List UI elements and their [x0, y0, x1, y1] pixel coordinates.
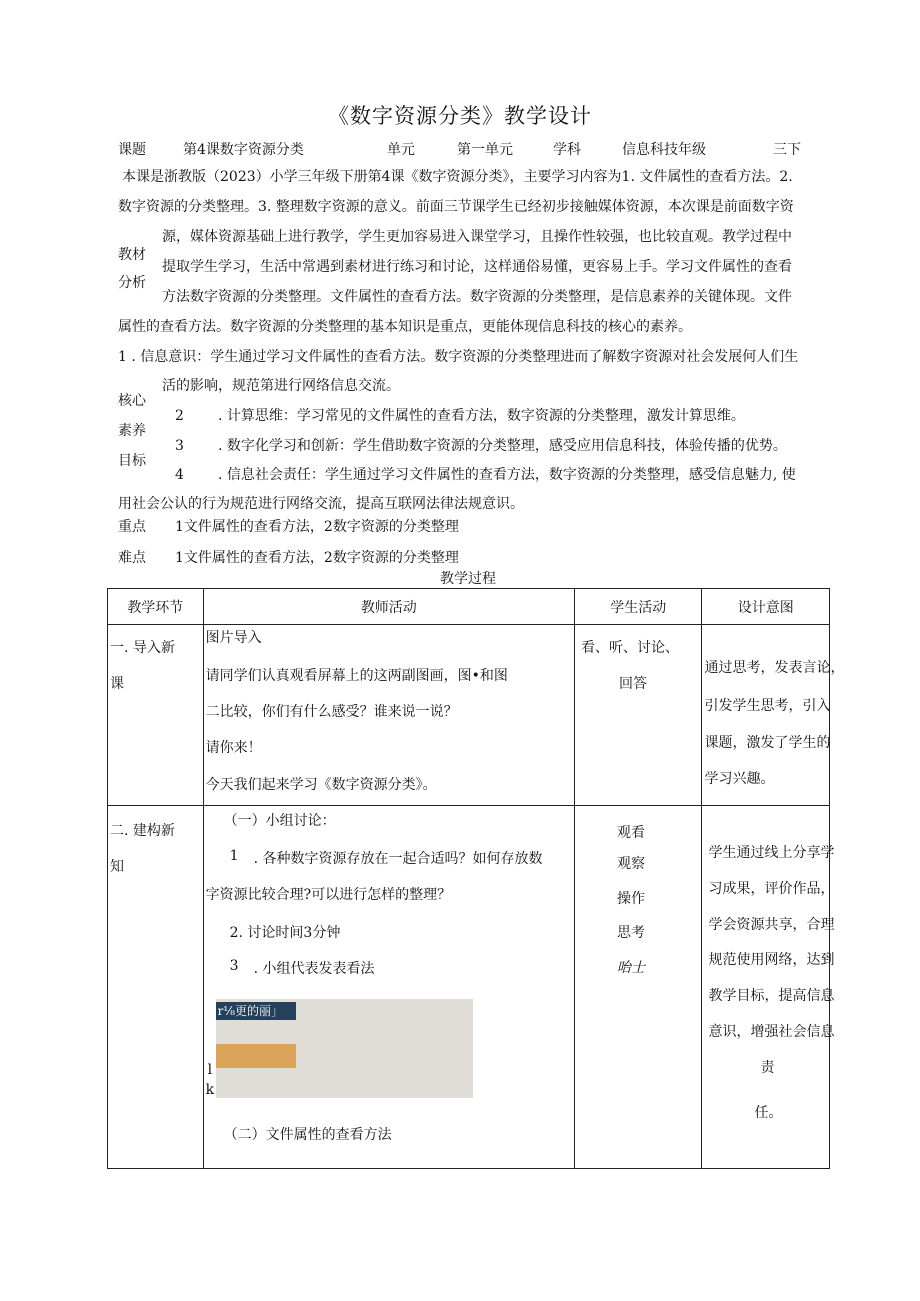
core-item-1: 1 . 信息意识：学生通过学习文件属性的查看方法。数字资源的分类整理进而了解数字资源对社会发展何人们生 — [118, 349, 799, 365]
row2-intent-line: 教学目标，提高信息 — [708, 988, 835, 1004]
row1-student-line: 回答 — [619, 676, 647, 692]
row1-teacher — [203, 625, 574, 806]
row1-stage — [108, 625, 204, 806]
question-3-num: 3 — [229, 958, 239, 974]
question-2: 2. 讨论时间3分钟 — [229, 925, 341, 941]
table-row — [108, 806, 830, 1169]
image-orange-bar — [216, 1044, 296, 1068]
key-point-value: 1文件属性的查看方法，2数字资源的分类整理 — [175, 519, 459, 535]
row1-intent-line: 通过思考，发表言论， — [704, 660, 845, 676]
process-caption: 教学过程 — [440, 571, 496, 587]
core-label-2: 素养 — [118, 423, 146, 439]
analysis-line: 属性的查看方法。数字资源的分类整理的基本知识是重点，更能体现信息科技的核心的素养。 — [118, 319, 692, 335]
core-item-4-cont: 用社会公认的行为规范进行网络交流，提高互联网法律法规意识。 — [118, 496, 524, 512]
page-title: 《数字资源分类》教学设计 — [328, 104, 592, 128]
row2-intent-line: 学生通过线上分享学 — [708, 845, 835, 861]
analysis-line: 数字资源的分类整理。3. 整理数字资源的意义。前面三节课学生已经初步接触媒体资源，本次课是前面数字资 — [118, 199, 794, 215]
row2-intent — [702, 806, 835, 1169]
image-side-mark: l — [207, 1062, 213, 1078]
row2-intent-line: 学会资源共享，合理 — [708, 917, 835, 933]
row1-intent-line: 学习兴趣。 — [704, 771, 775, 787]
row1-student-line: 看、听、讨论、 — [581, 640, 679, 656]
core-item-3-num: 3 — [175, 438, 184, 454]
row2-stage — [108, 806, 204, 1169]
header-teacher: 教师活动 — [203, 589, 574, 625]
analysis-line: 方法数字资源的分类整理。文件属性的查看方法。数字资源的分类整理，是信息素养的关键体现。文件 — [162, 289, 792, 305]
header-stage: 教学环节 — [108, 589, 204, 625]
row1-teacher-line: 请同学们认真观看屏幕上的这两副图画，图•和图 — [205, 668, 508, 684]
difficulty-label: 难点 — [118, 550, 146, 566]
core-item-2-num: 2 — [175, 408, 184, 424]
row2-student-line: 思考 — [617, 925, 645, 941]
row2-intent-line: 习成果，评价作品， — [708, 881, 835, 897]
header-student: 学生活动 — [575, 589, 702, 625]
row2-intent-line: 意识，增强社会信息 — [708, 1024, 835, 1040]
table-row — [108, 625, 830, 806]
row1-intent-line: 课题，激发了学生的 — [704, 735, 831, 751]
analysis-line: 源，媒体资源基础上进行教学，学生更加容易进入课堂学习，且操作性较强，也比较直观。教学过程中 — [162, 229, 792, 245]
lesson-value: 第4课数字资源分类 — [183, 142, 304, 158]
question-1-num: 1 — [229, 848, 239, 864]
row2-teacher — [203, 806, 574, 1169]
row2-stage-line: 知 — [110, 859, 124, 875]
core-item-4: . 信息社会责任：学生通过学习文件属性的查看方法，数字资源的分类整理，感受信息魅力, 使 — [218, 467, 796, 483]
row2-student-line: 咍士 — [617, 960, 645, 976]
difficulty-value: 1文件属性的查看方法，2数字资源的分类整理 — [175, 550, 459, 566]
unit-label: 单元 — [387, 142, 415, 158]
row2-student-line: 操作 — [617, 891, 645, 907]
subject-label: 学科 — [553, 142, 581, 158]
subject-value: 信息科技年级 — [622, 142, 706, 158]
row2-intent-line: 规范使用网络，达到 — [708, 952, 835, 968]
core-item-2: . 计算思维：学习常见的文件属性的查看方法，数字资源的分类整理，激发计算思维。 — [218, 408, 745, 424]
header-intent: 设计意图 — [702, 589, 830, 625]
row1-intent — [702, 625, 845, 806]
core-label-1: 核心 — [118, 393, 146, 409]
file-properties-heading: （二）文件属性的查看方法 — [223, 1127, 392, 1143]
core-item-1-cont: 活的影响，规范第进行网络信息交流。 — [162, 378, 400, 394]
image-caption: r⅛更的丽」 — [216, 1002, 296, 1020]
analysis-label-1: 教材 — [118, 247, 146, 263]
image-side-mark: k — [205, 1082, 215, 1098]
analysis-line: 提取学生学习，生活中常遇到素材进行练习和讨论，这样通俗易懂，更容易上手。学习文件属性的查看 — [162, 259, 792, 275]
process-table — [107, 588, 845, 1169]
core-label-3: 目标 — [118, 453, 146, 469]
row2-intent-line: 责 — [760, 1060, 775, 1076]
row1-intent-line: 引发学生思考，引入 — [704, 698, 831, 714]
core-item-4-num: 4 — [175, 467, 184, 483]
analysis-label-2: 分析 — [118, 275, 146, 291]
group-discussion-heading: （一）小组讨论： — [223, 813, 336, 829]
question-1-cont: 字资源比较合理?可以进行怎样的整理？ — [205, 887, 452, 903]
row1-teacher-line: 二比较，你们有什么感受？谁来说一说？ — [205, 704, 458, 720]
question-3: . 小组代表发表看法 — [253, 961, 375, 977]
analysis-line: 本课是浙教版（2023）小学三年级下册第4课《数字资源分类》，主要学习内容为1. 文件属性的查看方法。2. — [122, 169, 793, 185]
question-1: . 各种数字资源存放在一起合适吗？如何存放数 — [253, 851, 543, 867]
row1-teacher-line: 图片导入 — [205, 630, 262, 646]
row1-stage-line: 课 — [110, 676, 124, 692]
lesson-label: 课题 — [118, 142, 146, 158]
row2-intent-line: 任。 — [754, 1105, 783, 1121]
row2-student-line: 观察 — [617, 856, 645, 872]
grade-value: 三下 — [773, 142, 801, 158]
row1-student — [575, 625, 702, 806]
core-item-3: . 数字化学习和创新：学生借助数字资源的分类整理，感受应用信息科技，体验传播的优势。 — [218, 438, 787, 454]
row2-student-line: 观看 — [617, 825, 645, 841]
row2-stage-line: 二. 建构新 — [110, 823, 175, 839]
row1-teacher-line: 请你来！ — [205, 740, 262, 756]
unit-value: 第一单元 — [457, 142, 513, 158]
row2-student — [575, 806, 702, 1169]
key-point-label: 重点 — [118, 519, 146, 535]
row1-teacher-line: 今天我们起来学习《数字资源分类》。 — [205, 777, 437, 793]
row1-stage-line: 一. 导入新 — [110, 640, 175, 656]
